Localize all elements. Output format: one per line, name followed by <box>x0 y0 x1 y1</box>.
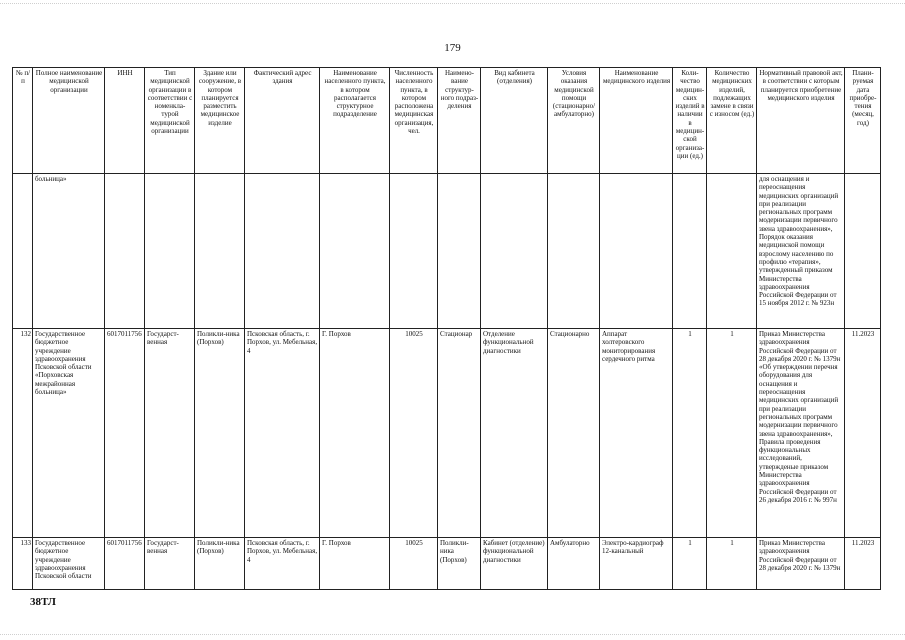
cell-act: для оснащения и переоснащения медицинских организаций при реализации региональных программ модернизации первичного звена здравоохранения», Порядок оказания медицинской помощи взрослому населению по профилю «терапия», утвержденный приказом Министерства здравоохранения Российской Федерации от 15 ноября 2012 г. № 923н <box>757 174 845 329</box>
cell-address: Псковская область, г. Порхов, ул. Мебельная, 4 <box>245 538 320 590</box>
cell-conditions: Стационарно <box>548 329 600 538</box>
cell-device: Аппарат холтеровского мониторирования сердечного ритма <box>600 329 673 538</box>
table-row <box>13 329 881 538</box>
col-header-settlement: Наименование населенного пункта, в котором располагается структурное подразделение <box>320 68 390 174</box>
cell-inn <box>105 174 145 329</box>
col-header-population: Численность населенного пункта, в котором расположена медицинская организация, чел. <box>390 68 438 174</box>
col-header-num: № п/п <box>13 68 33 174</box>
cell-subdivision: Поликли-ника (Порхов) <box>438 538 481 590</box>
col-header-device: Наименование медицинского изделия <box>600 68 673 174</box>
cell-org: больница» <box>33 174 105 329</box>
cell-num <box>13 174 33 329</box>
cell-num: 132 <box>13 329 33 538</box>
col-header-qty-have: Коли-чество медицин-ских изделий в наличии в медицин-ской организа-ции (ед.) <box>673 68 707 174</box>
cell-type <box>145 174 195 329</box>
cell-subdivision <box>438 174 481 329</box>
cell-conditions: Амбулаторно <box>548 538 600 590</box>
header-row <box>13 68 881 174</box>
cell-settlement: Г. Порхов <box>320 538 390 590</box>
cell-date <box>845 174 881 329</box>
cell-population <box>390 174 438 329</box>
cell-address <box>245 174 320 329</box>
col-header-org: Полное наименование медицинской организации <box>33 68 105 174</box>
cell-subdivision: Стационар <box>438 329 481 538</box>
cell-population: 10025 <box>390 538 438 590</box>
cell-cabinet: Отделение функциональной диагностики <box>481 329 548 538</box>
cell-building: Поликли-ника (Порхов) <box>195 329 245 538</box>
cell-act: Приказ Министерства здравоохранения Российской Федерации от 28 декабря 2020 г. № 1379н <box>757 538 845 590</box>
col-header-qty-replace: Количество медицинских изделий, подлежащих замене в связи с износом (ед.) <box>707 68 757 174</box>
col-header-building: Здание или сооружение, в котором планируется разместить медицинское изделие <box>195 68 245 174</box>
cell-inn: 6017011756 <box>105 329 145 538</box>
scan-edge-top <box>0 3 905 4</box>
cell-date: 11.2023 <box>845 538 881 590</box>
col-header-subdivision: Наимено-вание структур-ного подраз-деления <box>438 68 481 174</box>
cell-num: 133 <box>13 538 33 590</box>
cell-conditions <box>548 174 600 329</box>
cell-org: Государственное бюджетное учреждение здравоохранения Псковской области <box>33 538 105 590</box>
cell-cabinet <box>481 174 548 329</box>
cell-population: 10025 <box>390 329 438 538</box>
col-header-address: Фактический адрес здания <box>245 68 320 174</box>
cell-qty-replace: 1 <box>707 329 757 538</box>
cell-inn: 6017011756 <box>105 538 145 590</box>
cell-qty-have: 1 <box>673 538 707 590</box>
col-header-inn: ИНН <box>105 68 145 174</box>
table-row <box>13 538 881 590</box>
page-number: 179 <box>444 42 461 54</box>
col-header-date: Плани-руемая дата приобре-тения (месяц, год) <box>845 68 881 174</box>
cell-type: Государст-венная <box>145 538 195 590</box>
col-header-cabinet: Вид кабинета (отделения) <box>481 68 548 174</box>
cell-device: Электро-кардиограф 12-канальный <box>600 538 673 590</box>
cell-building: Поликли-ника (Порхов) <box>195 538 245 590</box>
cell-type: Государст-венная <box>145 329 195 538</box>
medical-equipment-table <box>12 67 881 590</box>
cell-cabinet: Кабинет (отделение) функциональной диагностики <box>481 538 548 590</box>
col-header-act: Нормативный правовой акт, в соответствии с которым планируется приобретение медицинского изделия <box>757 68 845 174</box>
cell-building <box>195 174 245 329</box>
cell-address: Псковская область, г. Порхов, ул. Мебельная, 4 <box>245 329 320 538</box>
document-code: 38ТЛ <box>30 596 56 608</box>
cell-qty-have <box>673 174 707 329</box>
col-header-type: Тип медицинской организации в соответствии с номенкла-турой медицинской организации <box>145 68 195 174</box>
table-row <box>13 174 881 329</box>
cell-act: Приказ Министерства здравоохранения Российской Федерации от 28 декабря 2020 г. № 1379н «Об утверждении перечня оборудования для оснащения и переоснащения медицинских организаций при реализации региональных программ модернизации первичного звена здравоохранения», Правила проведения функциональных исследований, утвержденые приказом Министерства здравоохранения Российской Федерации от 26 декабря 2016 г. № 997н <box>757 329 845 538</box>
cell-qty-replace: 1 <box>707 538 757 590</box>
scan-edge-bottom <box>0 634 905 635</box>
cell-settlement <box>320 174 390 329</box>
cell-device <box>600 174 673 329</box>
cell-org: Государственное бюджетное учреждение здравоохранения Псковской области «Порховская межрайонная больница» <box>33 329 105 538</box>
cell-settlement: Г. Порхов <box>320 329 390 538</box>
cell-qty-have: 1 <box>673 329 707 538</box>
col-header-conditions: Условия оказания медицинской помощи (стационарно/ амбулаторно) <box>548 68 600 174</box>
cell-date: 11.2023 <box>845 329 881 538</box>
cell-qty-replace <box>707 174 757 329</box>
